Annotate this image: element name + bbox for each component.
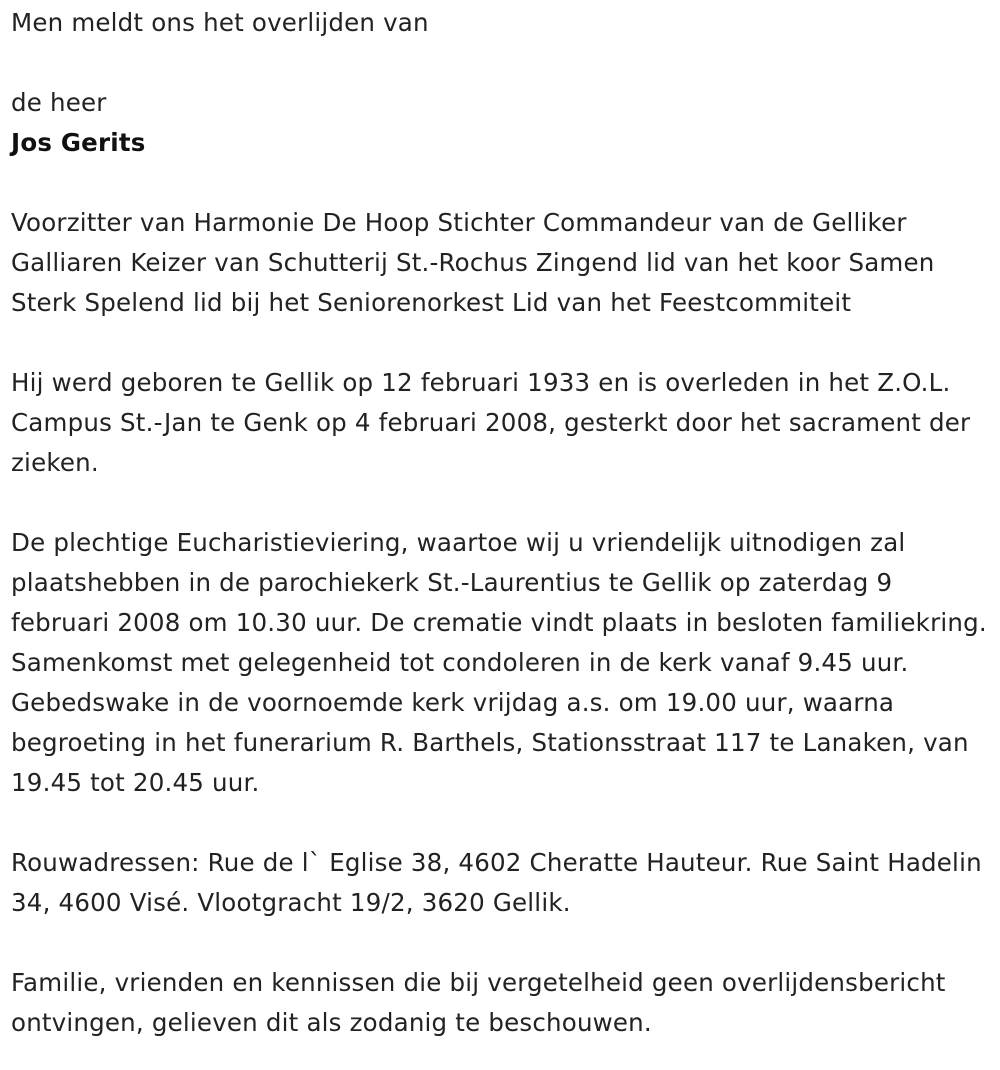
spacer [11,163,993,203]
spacer [11,803,993,843]
deceased-name: Jos Gerits [11,128,146,157]
birth-death-paragraph: Hij werd geboren te Gellik op 12 februari 1933 en is overleden in het Z.O.L. Campus St.-Jan te Genk op 4 februari 2008, gesterkt door het sacrament der zieken. [11,368,971,477]
spacer [11,43,993,83]
death-notice [11,3,993,1043]
roles-paragraph: Voorzitter van Harmonie De Hoop Stichter Commandeur van de Gelliker Galliaren Keizer van Schutterij St.-Rochus Zingend lid van het koor Samen Sterk Spelend lid bij het Seniorenorkest Lid van het Feestcommiteit [11,208,935,317]
closing-paragraph: Familie, vrienden en kennissen die bij vergetelheid geen overlijdensbericht ontvingen, gelieven dit als zodanig te beschouwen. [11,968,946,1037]
salutation-text: de heer [11,88,107,117]
spacer [11,923,993,963]
ceremony-paragraph: De plechtige Eucharistieviering, waartoe wij u vriendelijk uitnodigen zal plaatshebben in de parochiekerk St.-Laurentius te Gellik op zaterdag 9 februari 2008 om 10.30 uur. De crematie vindt plaats in besloten familiekring. Samenkomst met gelegenheid tot condoleren in de kerk vanaf 9.45 uur. Gebedswake in de voornoemde kerk vrijdag a.s. om 19.00 uur, waarna begroeting in het funerarium R. Barthels, Stationsstraat 117 te Lanaken, van 19.45 tot 20.45 uur. [11,528,987,797]
spacer [11,483,993,523]
spacer [11,323,993,363]
addresses-paragraph: Rouwadressen: Rue de l` Eglise 38, 4602 Cheratte Hauteur. Rue Saint Hadelin 34, 4600 Visé. Vlootgracht 19/2, 3620 Gellik. [11,848,982,917]
intro-text: Men meldt ons het overlijden van [11,8,429,37]
